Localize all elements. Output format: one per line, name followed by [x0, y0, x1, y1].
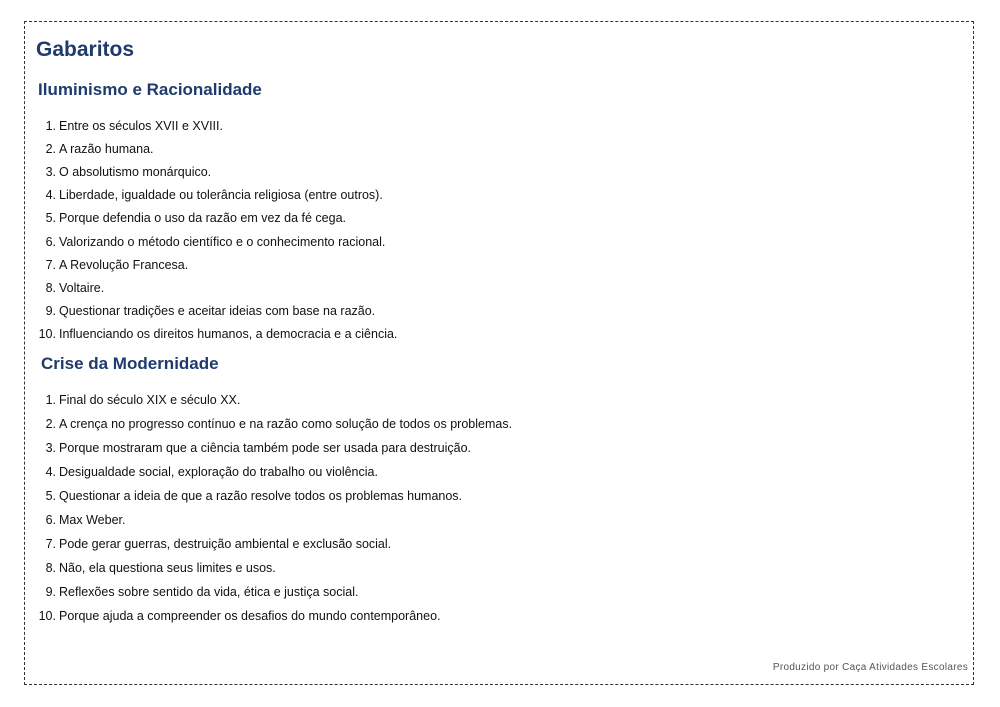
answer-text: Reflexões sobre sentido da vida, ética e justiça social. — [59, 585, 359, 599]
answer-item — [36, 276, 397, 299]
answer-number: 6. — [45, 234, 56, 249]
answer-text: Pode gerar guerras, destruição ambiental e exclusão social. — [59, 537, 392, 551]
section-title-crise: Crise da Modernidade — [41, 354, 219, 373]
answer-item — [36, 556, 512, 580]
answer-number: 2. — [45, 417, 56, 431]
answer-text: Porque defendia o uso da razão em vez da fé cega. — [59, 211, 346, 226]
answer-item — [36, 114, 397, 137]
answer-text: Porque mostraram que a ciência também pode ser usada para destruição. — [59, 441, 472, 455]
answer-number: 4. — [45, 465, 56, 479]
answer-item — [36, 436, 512, 460]
answer-number: 2. — [45, 141, 56, 156]
answer-text: Não, ela questiona seus limites e usos. — [59, 561, 276, 575]
answer-text: Influenciando os direitos humanos, a democracia e a ciência. — [59, 327, 398, 342]
answer-number: 7. — [45, 537, 56, 551]
answer-number: 10. — [38, 609, 56, 623]
answer-item — [36, 323, 397, 346]
answer-text: Entre os séculos XVII e XVIII. — [59, 118, 223, 133]
answer-item — [36, 532, 512, 556]
answer-number: 1. — [45, 393, 56, 407]
answer-text: Desigualdade social, exploração do trabalho ou violência. — [59, 465, 378, 479]
answer-number: 1. — [45, 118, 56, 133]
footer-credit: Produzido por Caça Atividades Escolares — [772, 662, 968, 673]
answer-number: 4. — [45, 188, 56, 203]
answer-text: A Revolução Francesa. — [59, 257, 189, 272]
answer-item — [36, 484, 512, 508]
answer-item — [36, 230, 397, 253]
answer-item — [36, 412, 512, 436]
answer-number: 8. — [45, 561, 56, 575]
answer-item — [36, 580, 512, 604]
answer-item — [36, 160, 397, 183]
answer-text: O absolutismo monárquico. — [59, 164, 212, 179]
answer-text: Questionar tradições e aceitar ideias com base na razão. — [59, 304, 376, 319]
answer-number: 3. — [45, 164, 56, 179]
answer-item — [36, 184, 397, 207]
answer-item — [36, 604, 512, 628]
answer-list-iluminismo — [36, 114, 397, 346]
section-title-iluminismo: Iluminismo e Racionalidade — [38, 80, 262, 99]
answer-item — [36, 460, 512, 484]
answer-item — [36, 508, 512, 532]
answer-number: 6. — [45, 513, 56, 527]
answer-number: 3. — [45, 441, 56, 455]
answer-text: Max Weber. — [59, 513, 126, 527]
answer-text: Valorizando o método científico e o conhecimento racional. — [59, 234, 386, 249]
answer-number: 9. — [45, 304, 56, 319]
answer-number: 5. — [45, 211, 56, 226]
answer-number: 7. — [45, 257, 56, 272]
answer-text: Porque ajuda a compreender os desafios do mundo contemporâneo. — [59, 609, 441, 623]
answer-text: Questionar a ideia de que a razão resolve todos os problemas humanos. — [59, 489, 463, 503]
answer-text: A crença no progresso contínuo e na razão como solução de todos os problemas. — [59, 417, 513, 431]
answer-number: 5. — [45, 489, 56, 503]
answer-list-crise — [36, 388, 512, 628]
answer-number: 10. — [38, 327, 56, 342]
answer-text: Final do século XIX e século XX. — [59, 393, 241, 407]
answer-item — [36, 207, 397, 230]
answer-item — [36, 300, 397, 323]
answer-text: Voltaire. — [59, 280, 105, 295]
answer-text: Liberdade, igualdade ou tolerância religiosa (entre outros). — [59, 188, 383, 203]
answer-item — [36, 253, 397, 276]
answer-number: 8. — [45, 280, 56, 295]
page-title: Gabaritos — [36, 38, 135, 61]
answer-item — [36, 137, 397, 160]
answer-number: 9. — [45, 585, 56, 599]
answer-text: A razão humana. — [59, 141, 154, 156]
answer-item — [36, 388, 512, 412]
